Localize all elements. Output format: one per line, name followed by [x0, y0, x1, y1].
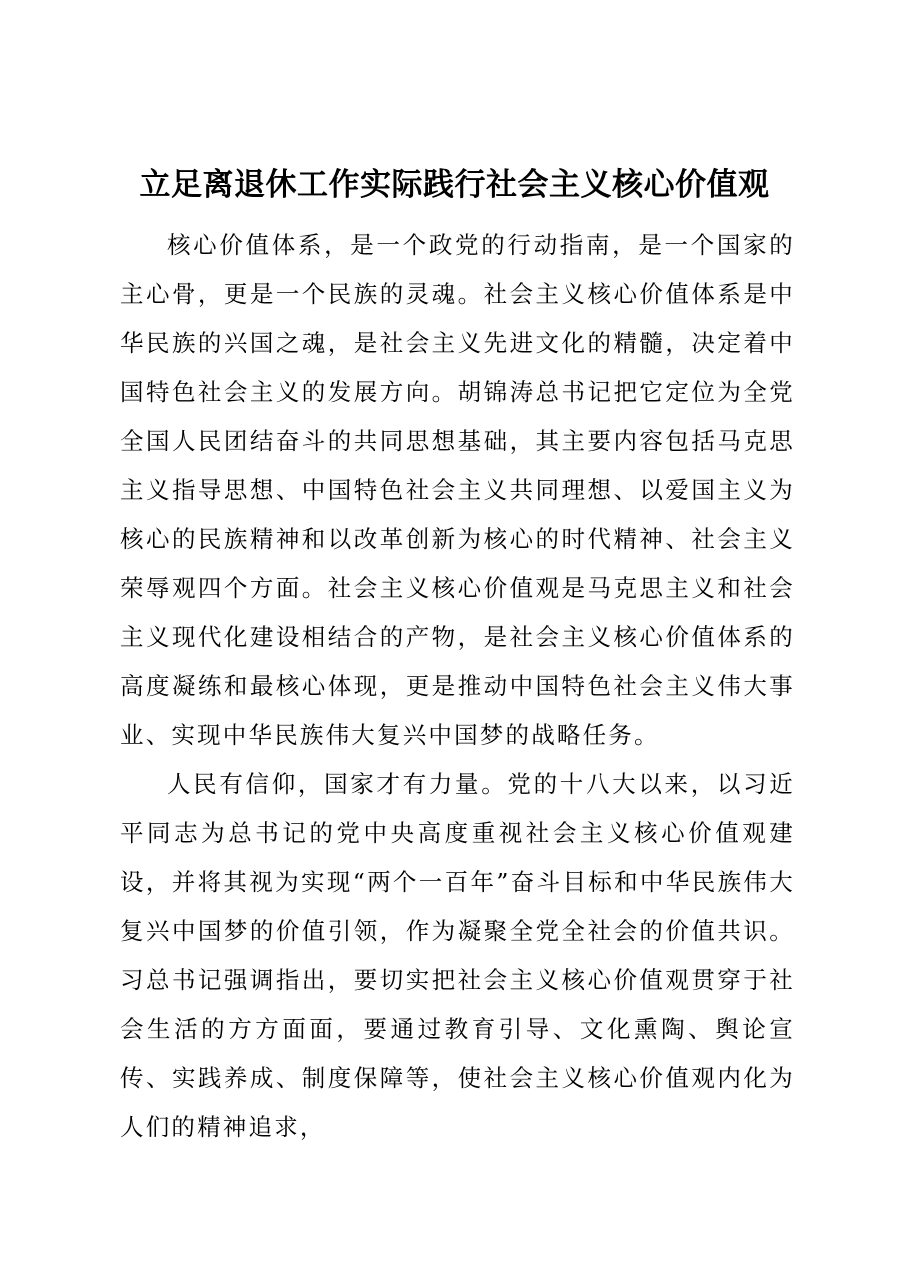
- document-body: [120, 221, 795, 1152]
- document-title: 立足离退休工作实际践行社会主义核心价值观: [139, 167, 770, 203]
- paragraph-1: 核心价值体系，是一个政党的行动指南，是一个国家的主心骨，更是一个民族的灵魂。社会主义核心价值体系是中华民族的兴国之魂，是社会主义先进文化的精髓，决定着中国特色社会主义的发展方向。胡锦涛总书记把它定位为全党全国人民团结奋斗的共同思想基础，其主要内容包括马克思主义指导思想、中国特色社会主义共同理想、以爱国主义为核心的民族精神和以改革创新为核心的时代精神、社会主义荣辱观四个方面。社会主义核心价值观是马克思主义和社会主义现代化建设相结合的产物，是社会主义核心价值体系的高度凝练和最核心体现，更是推动中国特色社会主义伟大事业、实现中华民族伟大复兴中国梦的战略任务。: [120, 231, 795, 749]
- paragraph-2: 人民有信仰，国家才有力量。党的十八大以来，以习近平同志为总书记的党中央高度重视社会主义核心价值观建设，并将其视为实现“两个一百年”奋斗目标和中华民族伟大复兴中国梦的价值引领，作为凝聚全党全社会的价值共识。习总书记强调指出，要切实把社会主义核心价值观贯穿于社会生活的方方面面，要通过教育引导、文化熏陶、舆论宣传、实践养成、制度保障等，使社会主义核心价值观内化为人们的精神追求，: [120, 770, 795, 1141]
